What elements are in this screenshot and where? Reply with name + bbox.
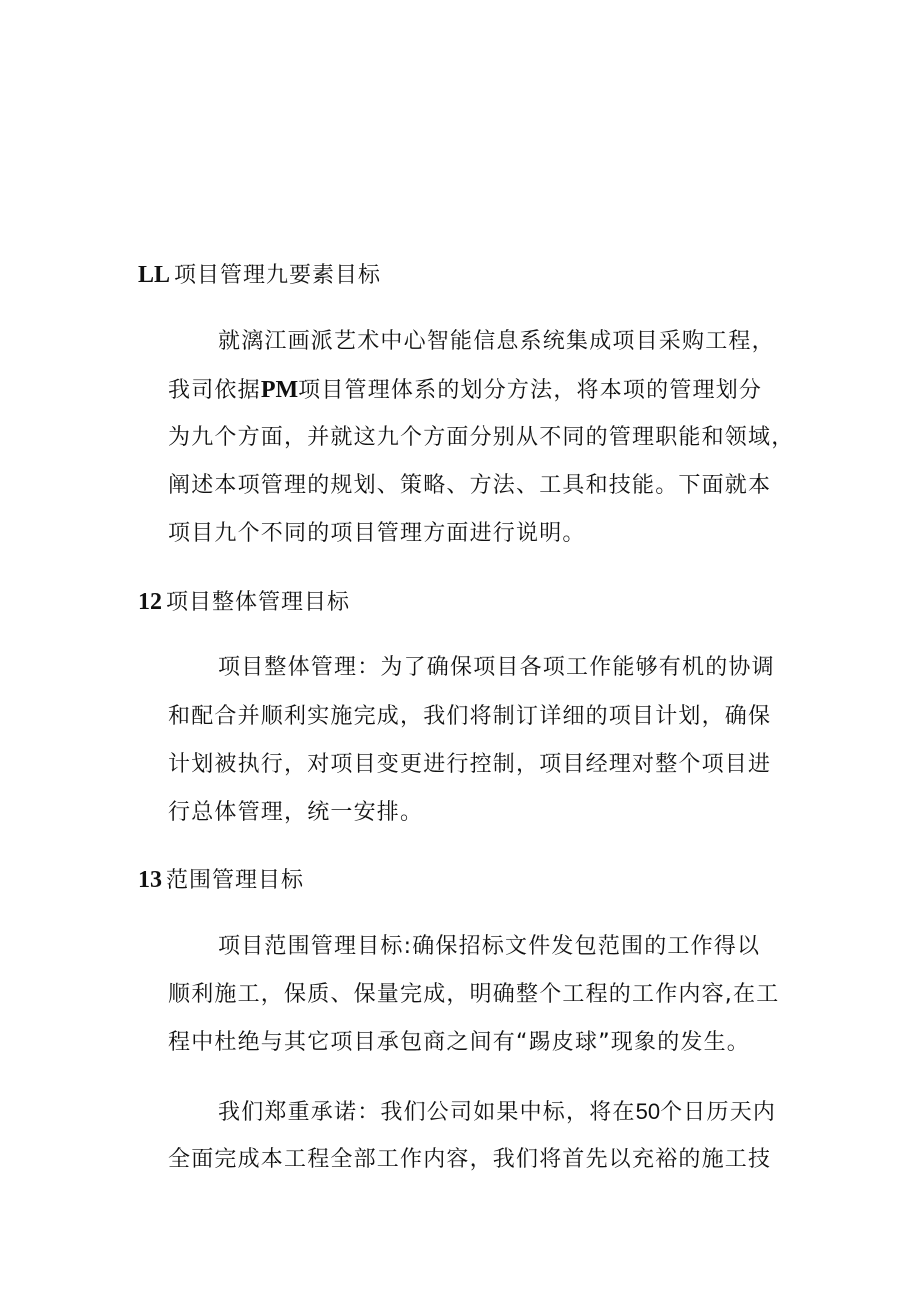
day-count: 50 [635,1099,661,1124]
paragraph-line: 项目范围管理目标:确保招标文件发包范围的工作得以 [218,934,761,959]
line-text: 项目管理体系的划分方法，将本项的管理划分 [298,378,763,403]
paragraph-line: 就漓江画派艺术中心智能信息系统集成项目采购工程， [218,329,775,354]
section-heading-ll [138,260,381,291]
pm-term: PM [260,377,299,403]
paragraph-line: 计划被执行，对项目变更进行控制，项目经理对整个项目进 [168,752,772,777]
line-text: 我司依据 [168,378,261,403]
section-number: 13 [138,867,162,893]
section-title: 范围管理目标 [166,868,305,893]
section-number: 12 [138,589,162,615]
section-title: 项目管理九要素目标 [174,263,382,288]
paragraph-line [168,375,762,406]
paragraph-line: 和配合并顺利实施完成，我们将制订详细的项目计划，确保 [168,704,772,729]
paragraph-line: 阐述本项管理的规划、策略、方法、工具和技能。下面就本 [168,473,772,498]
section-title: 项目整体管理目标 [166,590,351,615]
paragraph-line: 为九个方面，并就这九个方面分别从不同的管理职能和领域， [168,425,795,450]
paragraph-line: 行总体管理，统一安排。 [168,800,424,825]
paragraph-line: 全面完成本工程全部工作内容，我们将首先以充裕的施工技 [168,1147,772,1172]
line-text: 我们郑重承诺：我们公司如果中标，将在 [218,1100,636,1125]
paragraph-line: 顺利施工，保质、保量完成，明确整个工程的工作内容,在工 [168,982,780,1007]
paragraph-line: 项目九个不同的项目管理方面进行说明。 [168,521,586,546]
paragraph-line: 程中杜绝与其它项目承包商之间有“踢皮球”现象的发生。 [168,1030,750,1055]
section-number: LL [138,262,171,288]
section-heading-13 [138,865,304,896]
paragraph-line: 项目整体管理：为了确保项目各项工作能够有机的协调 [218,655,775,680]
paragraph-line [218,1097,776,1128]
section-heading-12 [138,587,350,618]
line-text: 个日历天内 [660,1100,777,1125]
